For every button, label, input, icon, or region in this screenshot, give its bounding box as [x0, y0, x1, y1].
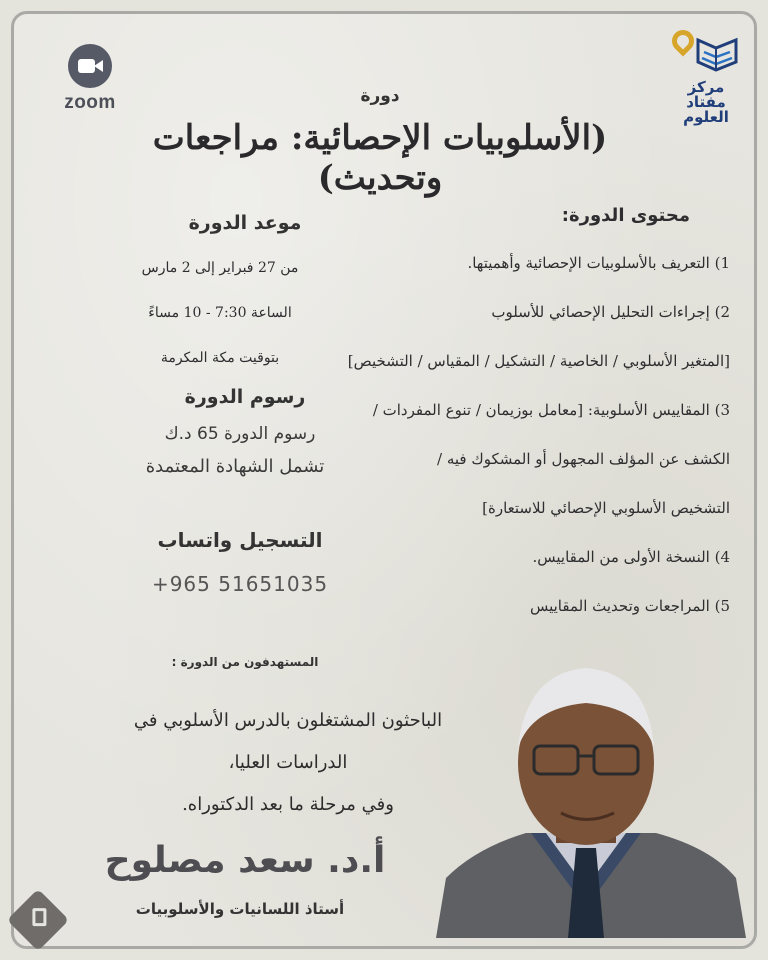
registration-heading: التسجيل واتساب [157, 528, 323, 552]
content-line: 4) النسخة الأولى من المقاييس. [532, 548, 730, 566]
schedule-time: الساعة 7:30 - 10 مساءً [148, 305, 292, 321]
schedule-dates: من 27 فبراير إلى 2 مارس [141, 260, 299, 276]
target-audience [108, 700, 468, 826]
zoom-camera-icon [68, 44, 112, 88]
content-line: [المتغير الأسلوبي / الخاصية / التشكيل / المقياس / التشخيص] [347, 352, 730, 370]
course-label: دورة [360, 86, 400, 106]
logo-line-1: مركز [687, 78, 725, 96]
content-line: 3) المقاييس الأسلوبية: [معامل بوزيمان / تنوع المفردات / [372, 401, 730, 419]
content-line: 5) المراجعات وتحديث المقاييس [529, 597, 730, 615]
target-heading: المستهدفون من الدورة : [171, 655, 319, 669]
fee-amount: رسوم الدورة 65 د.ك [164, 424, 316, 444]
content-list [347, 248, 730, 640]
whatsapp-phone[interactable]: +965 51651035 [151, 572, 329, 596]
schedule-timezone: بتوقيت مكة المكرمة [160, 350, 280, 366]
instructor-title: أستاذ اللسانيات والأسلوبيات [135, 900, 345, 918]
fee-note: تشمل الشهادة المعتمدة [145, 456, 325, 477]
content-heading: محتوى الدورة: [561, 205, 690, 226]
schedule-details [120, 250, 320, 385]
instructor-photo [436, 648, 746, 938]
zoom-label: zoom [64, 92, 116, 113]
zoom-badge [58, 44, 122, 114]
schedule-heading: موعد الدورة [188, 212, 302, 234]
content-line: الكشف عن المؤلف المجهول أو المشكوك فيه / [437, 450, 730, 468]
content-line: التشخيص الأسلوبي الإحصائي للاستعارة] [482, 499, 730, 517]
fees-heading: رسوم الدورة [184, 386, 306, 408]
course-title: (الأسلوبيات الإحصائية: مراجعات وتحديث) [152, 118, 608, 198]
book-pin-icon [668, 28, 744, 80]
center-logo [668, 28, 744, 125]
target-line-2: وفي مرحلة ما بعد الدكتوراه. [182, 794, 394, 815]
logo-line-2: مفتاد [686, 93, 726, 111]
logo-line-3: العلوم [683, 108, 729, 126]
instructor-name: أ.د. سعد مصلوح [104, 840, 386, 881]
content-line: 1) التعريف بالأسلوبيات الإحصائية وأهميتها. [467, 254, 730, 272]
target-line-1: الباحثون المشتغلون بالدرس الأسلوبي في الدراسات العليا، [133, 710, 443, 773]
content-line: 2) إجراءات التحليل الإحصائي للأسلوب [491, 303, 730, 321]
